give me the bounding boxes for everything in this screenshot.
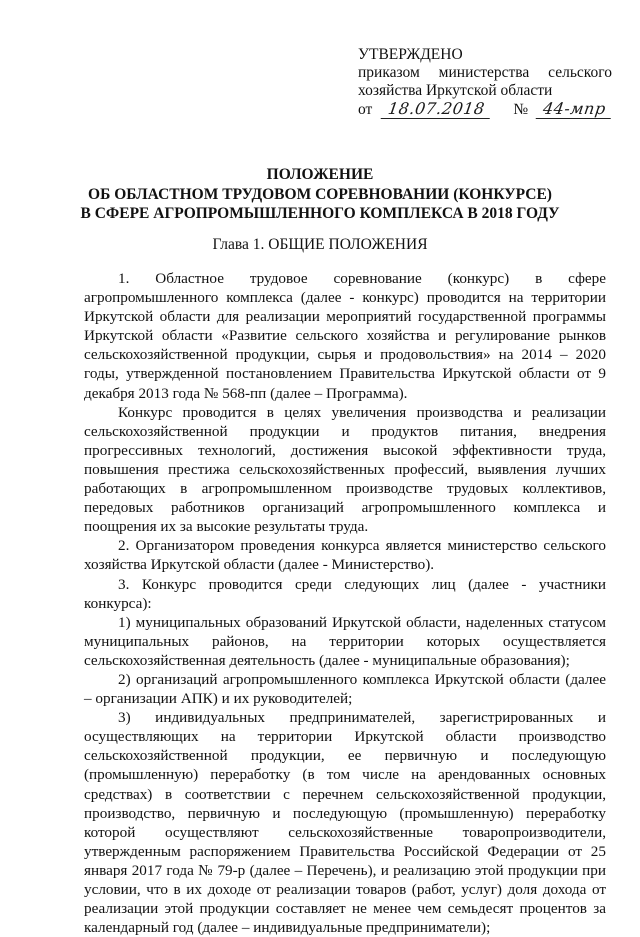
number-sign: № bbox=[513, 101, 529, 118]
handwritten-date: 18.07.2018 bbox=[380, 100, 491, 119]
document-title bbox=[0, 165, 640, 224]
paragraph: 3. Конкурс проводится среди следующих лиц (далее - участники конкурса): bbox=[84, 575, 606, 612]
paragraph: Конкурс проводится в целях увеличения производства и реализации сельскохозяйственной продукции и продуктов питания, внедрения прогрессивных технологий, достижения высокой эффективности труда, повышения престижа сельскохозяйственных профессий, выявления лучших работающих в агропромышленном производстве трудовых коллективов, передовых работников организаций агропромышленного комплекса и поощрения их за высокие результаты труда. bbox=[84, 403, 606, 536]
document-body bbox=[84, 269, 606, 937]
approval-ministry-line: хозяйства Иркутской области bbox=[358, 82, 553, 99]
approval-order-line: приказом министерства сельского bbox=[358, 64, 612, 81]
approval-stamp-block bbox=[358, 46, 612, 119]
approval-date-row bbox=[358, 100, 612, 119]
chapter-heading: Глава 1. ОБЩИЕ ПОЛОЖЕНИЯ bbox=[212, 236, 428, 253]
paragraph: 2) организаций агропромышленного комплекса Иркутской области (далее – организации АПК) и их руководителей; bbox=[84, 670, 606, 708]
approval-heading: УТВЕРЖДЕНО bbox=[358, 46, 463, 63]
paragraph: 1) муниципальных образований Иркутской области, наделенных статусом муниципальных районов, на территории которых осуществляется сельскохозяйственная деятельность (далее - муниципальные образования); bbox=[84, 613, 606, 669]
paragraph: 3) индивидуальных предпринимателей, зарегистрированных и осуществляющих на территории Иркутской области производство сельскохозяйственной продукции, ее первичную и последующую (промышленную) переработку (в том числе на арендованных основных средствах) в соответствии с перечнем сельскохозяйственной продукции, производство, первичную и последующую (промышленную) переработку которой осуществляют сельскохозяйственные товаропроизводители, утвержденным распоряжением Правительства Российской Федерации от 25 января 2017 года № 79-р (далее – Перечень), и реализацию этой продукции при условии, что в их доходе от реализации товаров (работ, услуг) доля дохода от реализации этой продукции составляет не менее чем семьдесят процентов за календарный год (далее – индивидуальные предприниматели); bbox=[84, 709, 606, 937]
title-line-1: ПОЛОЖЕНИЕ bbox=[266, 166, 374, 183]
title-line-2: ОБ ОБЛАСТНОМ ТРУДОВОМ СОРЕВНОВАНИИ (КОНКУРСЕ) bbox=[88, 185, 552, 203]
date-prefix: от bbox=[358, 101, 373, 118]
paragraph: 2. Организатором проведения конкурса является министерство сельского хозяйства Иркутской области (далее - Министерство). bbox=[84, 537, 606, 574]
paragraph: 1. Областное трудовое соревнование (конкурс) в сфере агропромышленного комплекса (далее - конкурс) проводится на территории Иркутской области для реализации мероприятий государственной программы Иркутской области «Развитие сельского хозяйства и регулирование рынков сельскохозяйственной продукции, сырья и продовольствия» на 2014 – 2020 годы, утвержденной постановлением Правительства Иркутской области от 9 декабря 2013 года № 568-пп (далее – Программа). bbox=[84, 270, 606, 402]
title-line-3: В СФЕРЕ АГРОПРОМЫШЛЕННОГО КОМПЛЕКСА В 2018 ГОДУ bbox=[80, 205, 560, 222]
handwritten-order-number: 44-мпр bbox=[536, 100, 613, 119]
